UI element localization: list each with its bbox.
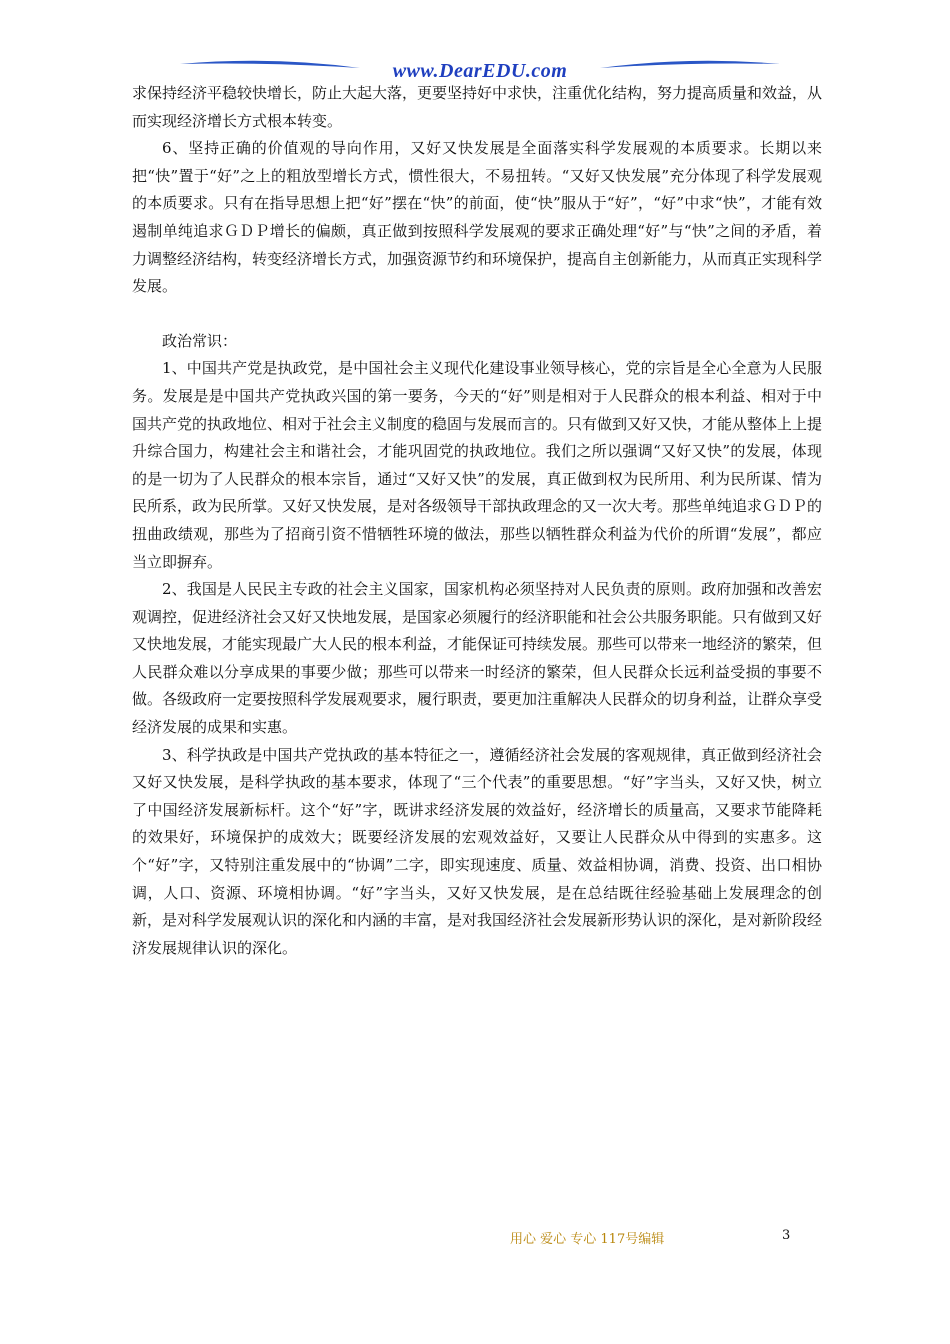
paragraph-politics-1: 1、中国共产党是执政党，是中国社会主义现代化建设事业领导核心，党的宗旨是全心全意为人民服务。发展是是中国共产党执政兴国的第一要务，今天的“好”则是相对于人民群众的根本利益、相对于中国共产党的执政地位、相对于社会主义制度的稳固与发展而言的。只有做到又好又快，才能从整体上上提升综合国力，构建社会主和谐社会，才能巩固党的执政地位。我们之所以强调“又好又快”的发展，体现的是一切为了人民群众的根本宗旨，通过“又好又快”的发展，真正做到权为民所用、利为民所谋、情为民所系，政为民所掌。又好又快发展，是对各级领导干部执政理念的又一次大考。那些单纯追求ＧＤＰ的扭曲政绩观，那些为了招商引资不惜牺牲环境的做法，那些以牺牲群众利益为代价的所谓“发展”，都应当立即摒弃。	[132, 359, 823, 571]
paragraph-politics-2: 2、我国是人民民主专政的社会主义国家，国家机构必须坚持对人民负责的原则。政府加强和改善宏观调控，促进经济社会又好又快地发展，是国家必须履行的经济职能和社会公共服务职能。只有做到又好又快地发展，才能实现最广大人民的根本利益，才能保证可持续发展。那些可以带来一地经济的繁荣，但人民群众难以分享成果的事要少做；那些可以带来一时经济的繁荣，但人民群众长远利益受损的事要不做。各级政府一定要按照科学发展观要求，履行职责，要更加注重解决人民群众的切身利益，让群众享受经济发展的成果和实惠。	[132, 580, 823, 737]
section-heading-politics: 政治常识：	[162, 331, 238, 350]
paragraph-point-6: 6、坚持正确的价值观的导向作用，又好又快发展是全面落实科学发展观的本质要求。长期以来把“快”置于“好”之上的粗放型增长方式，惯性很大，不易扭转。“又好又快发展”充分体现了科学发展观的本质要求。只有在指导思想上把“好”摆在“快”的前面，使“快”服从于“好”，“好”中求“快”，才能有效遏制单纯追求ＧＤＰ增长的偏颇，真正做到按照科学发展观的要求正确处理“好”与“快”之间的矛盾，着力调整经济结构，转变经济增长方式，加强资源节约和环境保护，提高自主创新能力，从而真正实现科学发展。	[132, 139, 823, 296]
footer-credit: 用心 爱心 专心 117号编辑	[510, 1232, 665, 1247]
document-body	[132, 80, 822, 962]
page-number: 3	[782, 1228, 791, 1243]
paragraph-spacer	[132, 301, 822, 328]
site-url-logo[interactable]: www.DearEDU.com	[392, 60, 568, 82]
paragraph-continuation: 求保持经济平稳较快增长，防止大起大落，更要坚持好中求快，注重优化结构，努力提高质量和效益，从而实现经济增长方式根本转变。	[132, 84, 823, 130]
paragraph-politics-3: 3、科学执政是中国共产党执政的基本特征之一，遵循经济社会发展的客观规律，真正做到经济社会又好又快发展，是科学执政的基本要求，体现了“三个代表”的重要思想。“好”字当头，又好又快，树立了中国经济发展新标杆。这个“好”字，既讲求经济发展的效益好，经济增长的质量高，又要求节能降耗的效果好，环境保护的成效大；既要经济发展的宏观效益好，又要让人民群众从中得到的实惠多。这个“好”字，又特别注重发展中的“协调”二字，即实现速度、质量、效益相协调，消费、投资、出口相协调，人口、资源、环境相协调。“好”字当头，又好又快发展，是在总结既往经验基础上发展理念的创新，是对科学发展观认识的深化和内涵的丰富，是对我国经济社会发展新形势认识的深化，是对新阶段经济发展规律认识的深化。	[132, 745, 823, 957]
